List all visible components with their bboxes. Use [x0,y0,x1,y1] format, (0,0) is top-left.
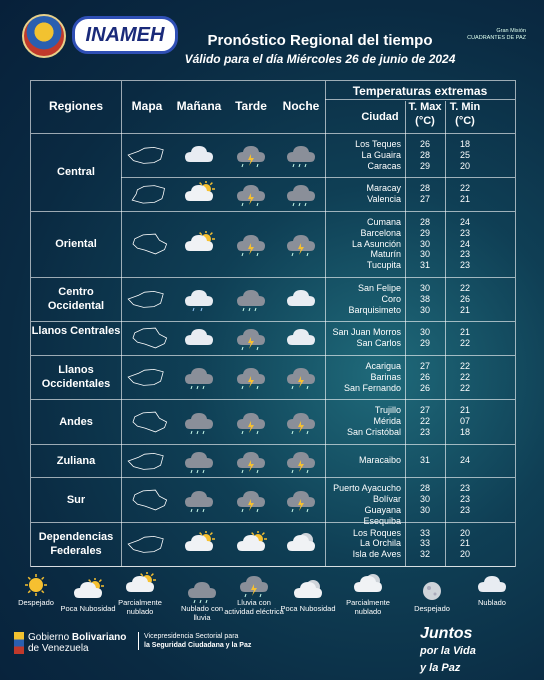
table-row [31,399,515,444]
weather-storm-icon [234,409,268,435]
region-map-icon [125,531,173,557]
city-name: Barcelona [360,227,401,238]
legend-rain-icon [185,578,219,604]
legend-label: Poca Nubosidad [60,604,116,613]
temp-min: 23 [459,493,470,504]
table-row [31,277,515,322]
region-map-icon [125,325,173,351]
region-map-icon [125,487,173,513]
legend-storm-icon [237,572,271,598]
city-name: Los Teques [355,138,401,149]
city-name: La Guaira [361,149,401,160]
region-map-icon [125,364,173,390]
region-map-icon [125,231,173,257]
temp-min: 24 [459,455,470,466]
temp-max: 27 [419,405,430,416]
city-name: San Juan Morros [332,327,401,338]
temp-max: 30 [419,493,430,504]
table-row [31,522,515,567]
temp-max: 22 [419,416,430,427]
temp-max: 31 [419,260,430,271]
header-tmin: T. Min [449,101,481,113]
city-name: Trujillo [374,405,401,416]
temp-min: 20 [459,527,470,538]
temp-min: 21 [459,194,470,205]
city-name: San Felipe [357,282,401,293]
legend-label: Nublado [478,598,506,607]
temp-max: 31 [419,455,430,466]
temp-max: 23 [419,426,430,437]
temp-max: 33 [419,527,430,538]
weather-storm-icon [284,409,318,435]
city-name: La Asunción [351,238,401,249]
city-name: Isla de Aves [352,549,401,560]
temp-max: 28 [419,183,430,194]
table-row [31,444,515,479]
temp-max: 27 [419,194,430,205]
table-row [31,133,515,212]
city-name: Maturín [370,249,401,260]
legend-moon-icon [415,578,449,604]
temp-min: 21 [459,405,470,416]
city-name: Guayana Esequiba [363,504,401,526]
legend-item [224,572,284,616]
temp-max: 30 [419,504,430,515]
temp-max: 32 [419,549,430,560]
temp-max: 28 [419,483,430,494]
city-name: Barquisimeto [348,304,401,315]
weather-rain-icon [284,181,318,207]
weather-storm-icon [284,231,318,257]
temp-min: 07 [459,416,470,427]
header-tmax: T. Max [408,101,442,113]
temp-min: 23 [459,260,470,271]
legend-label: Despejado [18,598,54,607]
temp-max: 33 [419,538,430,549]
header-regiones: Regiones [48,99,103,113]
legend-cloudy-sun-icon [123,572,157,598]
temp-max: 27 [419,360,430,371]
legend-label: Poca Nubosidad [280,604,336,613]
temp-min: 21 [459,538,470,549]
weather-rain-icon [182,364,216,390]
temp-min: 21 [459,304,470,315]
region-name: Sur [66,493,86,506]
city-name: Maracay [366,183,401,194]
inameh-logo: INAMEH [72,16,178,54]
cuadrantes-logo: Gran Misión CUADRANTES DE PAZ [467,28,526,41]
weather-partly-icon [182,531,216,557]
city-name: Caracas [367,160,401,171]
gob-line2: de Venezuela [28,643,89,654]
weather-rain-icon [284,142,318,168]
page-title: Pronóstico Regional del tiempo [207,32,433,49]
legend-item [338,572,398,616]
temp-min: 23 [459,483,470,494]
weather-cloudy-icon [284,286,318,312]
header-manana: Mañana [176,99,222,113]
legend-label: Parcialmente nublado [118,598,162,616]
weather-storm-icon [234,231,268,257]
legend-item [6,572,66,607]
temp-min: 21 [459,327,470,338]
city-name: Cumana [366,216,401,227]
weather-storm-icon [284,487,318,513]
temp-min: 18 [459,426,470,437]
city-name: Mérida [373,416,401,427]
footer [0,620,544,680]
region-name: Centro Occidental [47,286,105,313]
region-name: Llanos Occidentales [41,364,111,391]
city-name: San Cristóbal [346,426,401,437]
temp-max: 30 [419,238,430,249]
gob-line1b: Bolivariano [71,632,127,643]
header-ciudad: Ciudad [361,111,399,123]
header-noche: Noche [282,99,320,113]
header-tmin-unit: (°C) [455,115,475,127]
temp-max: 26 [419,382,430,393]
temp-min: 23 [459,504,470,515]
city-name: Coro [381,293,401,304]
temp-min: 24 [459,216,470,227]
weather-storm-icon [234,325,268,351]
forecast-table [30,80,516,567]
weather-storm-icon [234,448,268,474]
weather-cloudy-rain-icon [182,286,216,312]
table-row [31,477,515,526]
city-name: San Fernando [343,382,401,393]
vice-line2: la Seguridad Ciudadana y la Paz [144,642,252,649]
region-map-icon [125,142,173,168]
temp-max: 28 [419,149,430,160]
weather-rain-icon [182,448,216,474]
table-row [31,355,515,400]
legend-partly-icon [71,578,105,604]
weather-storm-icon [234,181,268,207]
header-tmax-unit: (°C) [415,115,435,127]
region-name: Llanos Centrales [31,325,121,338]
legend-label: Parcialmente nublado [346,598,390,616]
weather-storm-icon [234,487,268,513]
temp-min: 20 [459,549,470,560]
table-row [31,321,515,356]
legend-label: Nublado con lluvia [180,604,224,622]
temp-min: 23 [459,249,470,260]
city-name: Tucupita [366,260,401,271]
region-name: Oriental [55,238,97,251]
temp-min: 23 [459,227,470,238]
juntos-line1: Juntos [420,625,473,642]
legend-label: Despejado [414,604,450,613]
weather-rain-icon [234,286,268,312]
weather-cloudy-icon [182,142,216,168]
weather-moon-cloud-icon [284,531,318,557]
temp-min: 22 [459,382,470,393]
vice-line1: Vicepresidencia Sectorial para [144,633,239,640]
legend-item [402,578,462,613]
region-map-icon [125,448,173,474]
city-name: Los Roques [352,527,401,538]
legend-moon-partly-icon [291,578,325,604]
legend-item [172,578,232,622]
region-map-icon [125,181,173,207]
region-name: Andes [59,415,93,428]
weather-storm-icon [234,142,268,168]
weather-storm-icon [234,364,268,390]
temp-min: 22 [459,360,470,371]
city-name: Barinas [370,371,401,382]
city-name: Acarigua [365,360,401,371]
temp-max: 29 [419,338,430,349]
temp-min: 25 [459,149,470,160]
city-name: Valencia [367,194,401,205]
temp-min: 22 [459,338,470,349]
temp-max: 38 [419,293,430,304]
header-tarde: Tarde [235,99,267,113]
header-extremas: Temperaturas extremas [352,84,488,98]
juntos-line3: y la Paz [420,662,461,674]
temp-max: 29 [419,227,430,238]
weather-rain-icon [182,409,216,435]
temp-max: 30 [419,282,430,293]
gob-line1a: Gobierno [28,632,72,643]
juntos-logo [420,626,530,676]
temp-min: 20 [459,160,470,171]
temp-min: 24 [459,238,470,249]
city-name: La Orchila [359,538,401,549]
temp-max: 26 [419,138,430,149]
weather-cloudy-icon [284,325,318,351]
region-map-icon [125,286,173,312]
temp-max: 26 [419,371,430,382]
legend-moon-cloud-icon [351,572,385,598]
city-name: Bolívar [372,493,401,504]
venezuela-seal-icon [22,14,66,58]
legend-label: Lluvia con actividad eléctrica [224,598,284,616]
temp-min: 22 [459,371,470,382]
weather-partly-icon [182,181,216,207]
legend-cloudy-icon [475,572,509,598]
temp-min: 26 [459,293,470,304]
legend-item [462,572,522,607]
table-row [31,211,515,278]
weather-partly-icon [182,231,216,257]
weather-rain-icon [182,487,216,513]
venezuela-flag-icon [14,632,24,654]
temp-max: 30 [419,327,430,338]
gobierno-logo [28,632,126,654]
temp-max: 28 [419,216,430,227]
temp-max: 30 [419,304,430,315]
temp-min: 22 [459,183,470,194]
table-header [31,81,515,134]
temp-min: 18 [459,138,470,149]
header [0,0,544,80]
juntos-line2: por la Vida [420,645,476,657]
weather-partly-icon [234,531,268,557]
legend-sun-icon [19,572,53,598]
weather-cloudy-icon [182,325,216,351]
region-name: Zuliana [56,454,96,467]
page-subtitle: Válido para el día Miércoles 26 de junio de 2024 [184,52,456,66]
city-name: San Carlos [356,338,401,349]
legend-item [110,572,170,616]
temp-max: 29 [419,160,430,171]
header-mapa: Mapa [131,99,163,113]
region-name: Central [57,166,95,179]
temp-min: 22 [459,282,470,293]
vicepresidencia-text [138,632,251,650]
legend-item [58,578,118,613]
temp-max: 30 [419,249,430,260]
region-name: Dependencias Federales [38,530,114,557]
weather-storm-icon [284,448,318,474]
city-name: Maracaibo [358,455,401,466]
city-name: Puerto Ayacucho [333,483,401,494]
legend-item [278,578,338,613]
region-map-icon [125,409,173,435]
weather-storm-icon [284,364,318,390]
